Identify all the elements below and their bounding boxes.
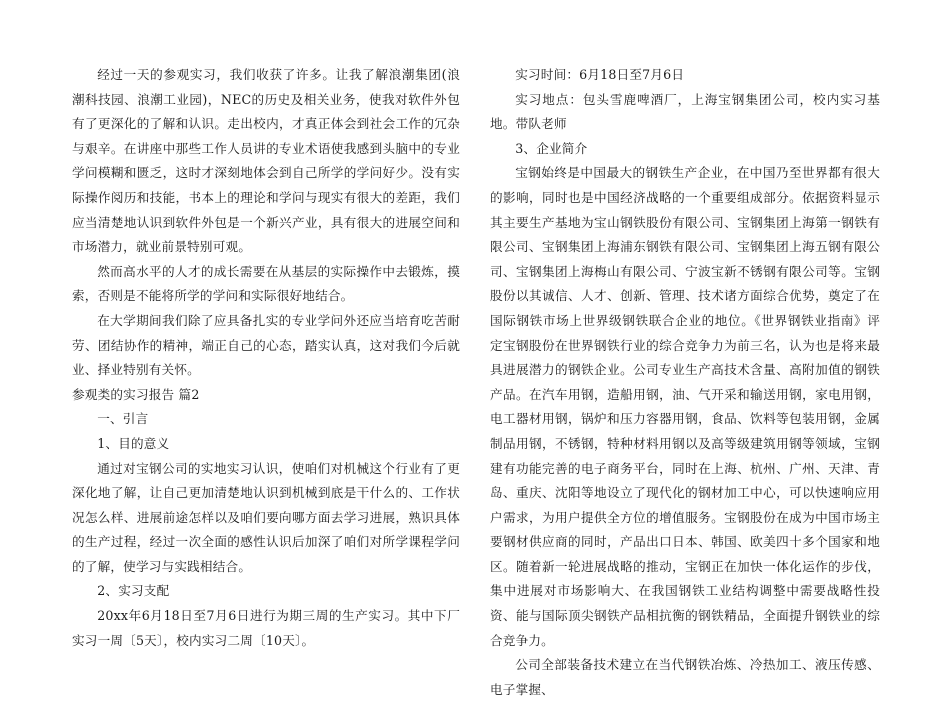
section-heading-company: 3、企业简介 [515,140,588,156]
section-heading-purpose: 1、目的意义 [97,435,170,451]
paragraph-internship-place: 实习地点：包头雪鹿啤酒厂，上海宝钢集团公司，校内实习基地。带队老师 [490,91,880,132]
paragraph-talent-growth: 然而高水平的人才的成长需要在从基层的实际操作中去锻炼，摸索，否则是不能将所学的学问和实际很好地结合。 [72,263,460,304]
paragraph-purpose: 通过对宝钢公司的实地实习认识，使咱们对机械这个行业有了更深化地了解，让自己更加清楚地认识到机械到底是干什么的、工作状况怎么样、进展前途怎样以及咱们要向哪方面去学习进展，熟识具体的生产过程，经过一次全面的感性认识后加深了咱们对所学课程学问的了解，使学习与实践相结合。 [72,460,460,574]
paragraph-visit-summary: 经过一天的参观实习，我们收获了许多。让我了解浪潮集团(浪潮科技园、浪潮工业园)，NEC的历史及相关业务，使我对软件外包有了更深化的了解和认识。走出校内，才真正体会到社会工作的冗杂与艰辛。在讲座中那些工作人员讲的专业术语使我感到头脑中的专业学问模糊和匮乏，这时才深刻地体会到自己所学的学问好少。没有实际操作阅历和技能，书本上的理论和学问与现实有很大的差距，我们应当清楚地认识到软件外包是一个新兴产业，具有很大的进展空间和市场潜力，就业前景特别可观。 [72,67,460,255]
left-column [72,63,460,653]
paragraph-equipment: 公司全部装备技术建立在当代钢铁冶炼、冷热加工、液压传感、电子掌握、 [490,657,880,697]
right-column [490,63,880,702]
paragraph-arrangement: 20xx年6月18日至7月6日进行为期三周的生产实习。其中下厂实习一周〔5天〕，校内实习二周〔10天〕。 [72,608,460,648]
section-heading-intro: 一、引言 [97,411,149,427]
report-title-2: 参观类的实习报告 篇2 [72,386,200,402]
section-heading-arrangement: 2、实习支配 [97,583,170,599]
paragraph-company-intro: 宝钢始终是中国最大的钢铁生产企业，在中国乃至世界都有很大的影响，同时也是中国经济战略的一个重要组成部分。依据资料显示其主要生产基地为宝山钢铁股份有限公司、宝钢集团上海第一钢铁有限公司、宝钢集团上海浦东钢铁有限公司、宝钢集团上海五钢有限公司、宝钢集团上海梅山有限公司、宁波宝新不锈钢有限公司等。宝钢股份以其诚信、人才、创新、管理、技术诸方面综合优势，奠定了在国际钢铁市场上世界级钢铁联合企业的地位。《世界钢铁业指南》评定宝钢股份在世界钢铁行业的综合竞争力为前三名，认为也是将来最具进展潜力的钢铁企业。公司专业生产高技术含量、高附加值的钢铁产品。在汽车用钢，造船用钢，油、气开采和输送用钢，家电用钢，电工器材用钢，锅炉和压力容器用钢，食品、饮料等包装用钢，金属制品用钢，不锈钢，特种材料用钢以及高等级建筑用钢等领域，宝钢建有功能完善的电子商务平台，同时在上海、杭州、广州、天津、青岛、重庆、沈阳等地设立了现代化的钢材加工中心，可以快速响应用户需求，为用户提供全方位的增值服务。宝钢股份在成为中国市场主要钢材供应商的同时，产品出口日本、韩国、欧美四十多个国家和地区。随着新一轮进展战略的推动，宝钢正在加快一体化运作的步伐，集中进展对市场影响大、在我国钢铁工业结构调整中需要战略性投资、能与国际顶尖钢铁产品相抗衡的钢铁精品，全面提升钢铁业的综合竞争力。 [490,165,880,648]
paragraph-internship-time: 实习时间：6月18日至7月6日 [515,67,685,82]
paragraph-university-spirit: 在大学期间我们除了应具备扎实的专业学问外还应当培育吃苦耐劳、团结协作的精神，端正自己的心态，踏实认真，这对我们今后就业、择业特别有关怀。 [72,312,460,378]
